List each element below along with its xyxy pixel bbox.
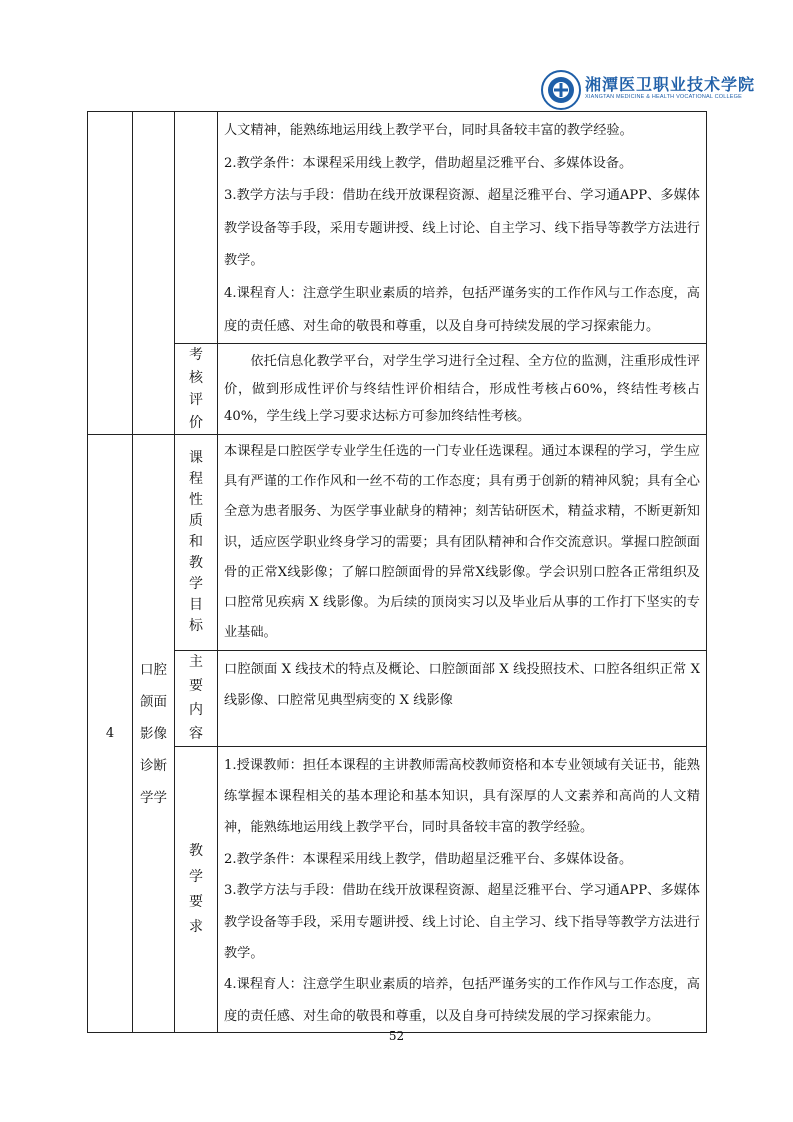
label-char: 要 <box>189 677 203 694</box>
course-name-cell <box>133 435 175 1033</box>
label-char: 程 <box>189 471 203 488</box>
requirement-item: 3.教学方法与手段：借助在线开放课程资源、超星泛雅平台、学习通APP、多媒体教学设备等手段，采用专题讲授、线上讨论、自主学习、线下指导等教学方法进行教学。 <box>224 883 700 961</box>
nature-cell <box>218 435 707 651</box>
label-char: 教 <box>189 555 203 572</box>
content-label <box>175 651 217 746</box>
label-char: 价 <box>189 414 203 431</box>
label-char: 目 <box>189 597 203 614</box>
college-seal-icon <box>541 70 581 110</box>
assessment-cell <box>218 344 707 435</box>
course-name-line: 诊断 <box>140 757 167 774</box>
requirement-item: 1.授课教师：担任本课程的主讲教师需高校教师资格和本专业领域有关证书，能熟练掌握本课程相关的基本理论和基本知识，具有深厚的人文素养和高尚的人文精神，能熟练地运用线上教学平台，同时具备较丰富的教学经验。 <box>224 757 700 836</box>
label-char: 容 <box>189 725 203 742</box>
assessment-label-cell <box>175 344 218 435</box>
course-number: 4 <box>88 435 133 1033</box>
label-char: 学 <box>189 576 203 593</box>
label-char: 质 <box>189 513 203 530</box>
page-number: 52 <box>388 1029 405 1043</box>
label-cell <box>175 112 218 344</box>
table-row <box>88 651 707 747</box>
nature-label <box>175 448 217 637</box>
table-row <box>88 344 707 435</box>
label-char: 教 <box>189 843 203 860</box>
requirement-item: 3.教学方法与手段：借助在线开放课程资源、超星泛雅平台、学习通APP、多媒体教学设备等手段，采用专题讲授、线上讨论、自主学习、线下指导等教学方法进行教学。 <box>224 188 700 269</box>
requirement-item: 4.课程育人：注意学生职业素质的培养，包括严谨务实的工作作风与工作态度，高度的责任感、对生命的敬畏和尊重，以及自身可持续发展的学习探索能力。 <box>224 285 700 334</box>
course-name-line: 颌面 <box>140 693 167 710</box>
label-char: 考 <box>189 347 203 364</box>
label-char: 性 <box>189 492 203 509</box>
course-name-cell <box>133 112 175 435</box>
label-char: 学 <box>189 868 203 885</box>
label-char: 核 <box>189 369 203 386</box>
content-text: 口腔颌面 X 线技术的特点及概论、口腔颌面部 X 线投照技术、口腔各组织正常 X 线影像、口腔常见典型病变的 X 线影像 <box>224 662 700 709</box>
table-row <box>88 435 707 651</box>
nature-text: 本课程是口腔医学专业学生任选的一门专业任选课程。通过本课程的学习，学生应具有严谨的工作作风和一丝不苟的工作态度；具有勇于创新的精神风貌；具有全心全意为患者服务、为医学事业献身的精神；刻苦钻研医术，精益求精，不断更新知识，适应医学职业终身学习的需要；具有团队精神和合作交流意识。掌握口腔颌面骨的正常X线影像；了解口腔颌面骨的异常X线影像。学会识别口腔各正常组织及口腔常见疾病 X 线影像。为后续的顶岗实习以及毕业后从事的工作打下坚实的专业基础。 <box>224 443 700 641</box>
course-name-line: 学学 <box>140 789 167 806</box>
requirements-cell <box>218 747 707 1033</box>
course-table <box>87 111 707 1033</box>
label-char: 标 <box>189 618 203 635</box>
label-char: 主 <box>189 654 203 671</box>
requirement-item: 人文精神，能熟练地运用线上教学平台，同时具备较丰富的教学经验。 <box>224 123 633 138</box>
assessment-text: 依托信息化教学平台，对学生学习进行全过程、全方位的监测，注重形成性评价，做到形成性评价与终结性评价相结合，形成性考核占60%，终结性考核占40%，学生线上学习要求达标方可参加终结性考核。 <box>224 354 700 425</box>
label-char: 要 <box>189 893 203 910</box>
course-name <box>133 654 174 814</box>
label-char: 内 <box>189 701 203 718</box>
label-char: 求 <box>189 919 203 936</box>
label-char: 和 <box>189 534 203 551</box>
content-label-cell <box>175 651 218 747</box>
course-name-line: 口腔 <box>140 661 167 678</box>
label-char: 评 <box>189 392 203 409</box>
assessment-label <box>175 344 217 434</box>
school-name-en: XIANGTAN MEDICINE & HEALTH VOCATIONAL COLLEGE <box>585 94 743 100</box>
table-row <box>88 747 707 1033</box>
requirement-item: 2.教学条件：本课程采用线上教学，借助超星泛雅平台、多媒体设备。 <box>224 851 633 867</box>
number-cell <box>88 112 133 435</box>
college-logo <box>541 70 793 110</box>
requirement-item: 2.教学条件：本课程采用线上教学，借助超星泛雅平台、多媒体设备。 <box>224 155 633 171</box>
nature-label-cell <box>175 435 218 651</box>
requirements-label <box>175 839 217 940</box>
requirements-label-cell <box>175 747 218 1033</box>
requirements-cell <box>218 112 707 344</box>
school-name-cn: 湘潭医卫职业技术学院 <box>585 75 756 94</box>
table-row <box>88 112 707 344</box>
requirement-item: 4.课程育人：注意学生职业素质的培养，包括严谨务实的工作作风与工作态度，高度的责任感、对生命的敬畏和尊重，以及自身可持续发展的学习探索能力。 <box>224 977 700 1024</box>
label-char: 课 <box>189 450 203 467</box>
course-name-line: 影像 <box>140 725 167 742</box>
content-cell <box>218 651 707 747</box>
